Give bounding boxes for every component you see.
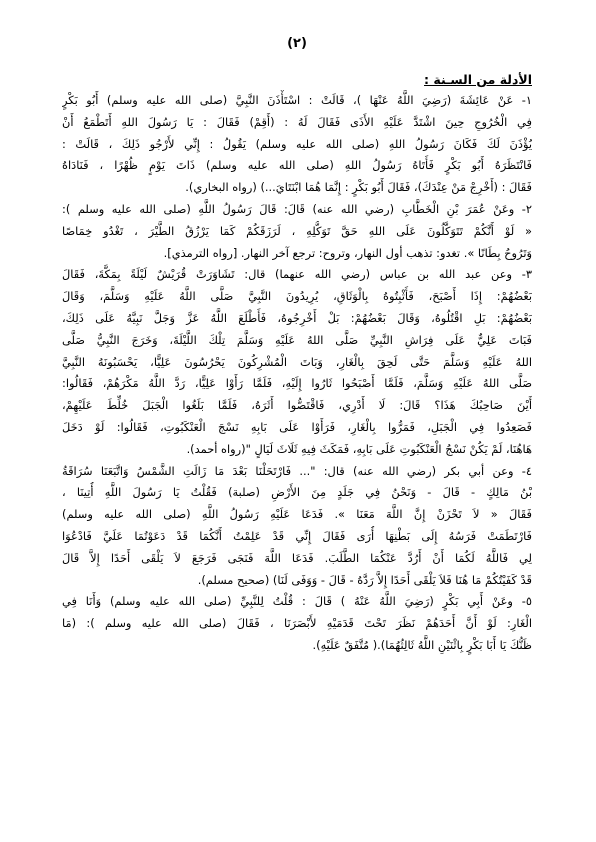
text-line: ٣- وعن عبد الله بن عباس (رضي الله عنهما) قال: تَشَاوَرَتْ قُرَيْشٌ لَيْلَةً بِمَكَّةَ، فَقَالَ [62, 267, 532, 282]
text-line: فَقَالَ : (أَخْرِجْ مَنْ عِنْدَكَ)، فَقَالَ أَبُو بَكْرٍ : إِنَّمَا هُمَا ابْنَتَايَ...) (رواه البخاري). [185, 180, 532, 195]
hadith-item-5 [62, 591, 532, 656]
text-line: فَبَاتَ عَلِيٌّ عَلَى فِرَاشِ النَّبِيِّ صَلَّى اللهُ عَلَيْهِ وَسَلَّمَ تِلْكَ اللَّيْلَةَ، وَخَرَجَ النَّبِيُّ صَلَّى [62, 332, 532, 347]
text-line: فَصَعِدُوا فِي الْجَبَلِ، فَمَرُّوا بِالْغَارِ، فَرَأَوْا عَلَى بَابِهِ نَسْجَ الْعَنْكَبُوتِ، فَقَالُوا: لَوْ دَخَلَ [62, 419, 532, 434]
text-line: بَعْضُهُمْ: بَلِ اقْتُلُوهُ، وَقَالَ بَعْضُهُمْ: بَلْ أَخْرِجُوهُ، فَأَطْلَعَ اللَّهُ عَزَّ وَجَلَّ نَبِيَّهُ عَلَى ذَلِكَ، [62, 310, 532, 325]
evidence-list [62, 90, 532, 657]
text-line: ٢- وعَنْ عُمَرَ بْنِ الْخَطَّابِ (رضي الله عنه) قَالَ: قَالَ رَسُولُ اللَّهِ (صلى الله عليه وسلم ): [62, 201, 532, 216]
hadith-item-3 [62, 264, 532, 460]
section-heading: الأدلة من السـنة : [424, 72, 532, 87]
document-page [62, 0, 532, 842]
text-line: بْنُ مَالِكٍ - قَالَ - وَنَحْنُ فِي جَلَدٍ مِنَ الأَرْضِ (صلبة) فَقُلْتُ يَا رَسُولَ اللَّهِ أُتِينَا ، [62, 485, 532, 500]
text-line: ٤- وعن أبي بكر (رضي الله عنه) قال: "... فَارْتَحَلْنَا بَعْدَ مَا زَالَتِ الشَّمْسُ وَاتَّبَعَنَا سُرَاقَةُ [62, 463, 532, 478]
hadith-item-2 [62, 199, 532, 264]
text-line: يُؤْذَنَ لَكَ فَكَانَ رَسُولُ اللهِ (صلى الله عليه وسلم) يَقُولُ : إِنِّي لأَرْجُو ذَلِكَ ، قَالَتْ : [62, 136, 532, 151]
text-line: وَتَرُوحُ بِطَانًا ». تغدو: تذهب أول النهار، وتروح: ترجع آخر النهار. [رواه الترمذي]. [163, 245, 532, 260]
text-line: صَلَّى اللهُ عَلَيْهِ وَسَلَّمَ، فَلَمَّا أَصْبَحُوا ثَارُوا إِلَيْهِ، فَلَمَّا رَأَوْا عَلِيًّا، رَدَّ اللَّهُ مَكْرَهُمْ، فَقَالُوا: [62, 376, 532, 391]
text-line: فَانْتَظَرَهُ أَبُو بَكْرٍ فَأَتَاهُ رَسُولُ اللهِ (صلى الله عليه وسلم) ذَاتَ يَوْمٍ ظُهْرًا ، فَنَادَاهُ [62, 158, 532, 173]
page-number: (٢) [287, 36, 307, 51]
text-line: « لَوْ أَنَّكُمْ تَتَوَكَّلُونَ عَلَى اللهِ حَقَّ تَوَكُّلِهِ ، لَرَزَقَكُمْ كَمَا يَرْزُقُ الطَّيْرَ ، تَغْدُو خِمَاصًا [62, 223, 532, 238]
text-line: فَارْتَطَمَتْ فَرَسُهُ إِلَى بَطْنِهَا أُرَى فَقَالَ إِنِّي قَدْ عَلِمْتُ أَنَّكُمَا قَدْ دَعَوْتُمَا عَلَيَّ فَادْعُوَا [62, 528, 532, 543]
hadith-item-4 [62, 461, 532, 592]
hadith-item-1 [62, 90, 532, 199]
text-line: ١- عَنْ عَائِشَةَ (رَضِيَ اللَّهُ عَنْهَا )، قَالَتْ : اسْتَأْذَنَ النَّبِيَّ (صلى الله عليه وسلم) أَبُو بَكْرٍ [62, 93, 532, 107]
text-line: ظَنُّكَ يَا أَبَا بَكْرٍ بِاثْنَيْنِ اللَّهُ ثَالِثُهُمَا).( مُتَّفَقٌ عَلَيْهِ). [312, 637, 532, 652]
text-line: فِي الْخُرُوجِ حِينَ اشْتَدَّ عَلَيْهِ الأَذَى فَقَالَ لَهُ : (أَقِمْ) فَقَالَ : يَا رَسُولَ اللهِ أَتَطْمَعُ أَنْ [62, 114, 532, 129]
text-line: الْغَارِ: لَوْ أَنَّ أَحَدَهُمْ نَظَرَ تَحْتَ قَدَمَيْهِ لأَبْصَرَنَا ، فَقَالَ (صلى الله عليه وسلم ): (مَا [62, 616, 532, 631]
text-line: هَاهُنَا، لَمْ يَكُنْ نَسْجُ الْعَنْكَبُوتِ عَلَى بَابِهِ، فَمَكَثَ فِيهِ ثَلَاثَ لَيَالٍ "(رواه أحمد). [186, 441, 532, 456]
text-line: فَقَالَ « لاَ تَحْزَنْ إِنَّ اللَّهَ مَعَنَا ». فَدَعَا عَلَيْهِ رَسُولُ اللَّهِ (صلى الله عليه وسلم) [62, 507, 532, 522]
text-line: أَيْنَ صَاحِبُكَ هَذَا؟ قَالَ: لَا أَدْرِي، فَاقْتَصُّوا أَثَرَهُ، فَلَمَّا بَلَغُوا الْجَبَلَ خُلِّطَ عَلَيْهِمْ، [62, 398, 532, 413]
text-line: اللهُ عَلَيْهِ وَسَلَّمَ حَتَّى لَحِقَ بِالْغَارِ، وَبَاتَ الْمُشْرِكُونَ يَحْرُسُونَ عَلِيًّا، يَحْسَبُونَهُ النَّبِيَّ [62, 354, 532, 369]
text-line: لِي فَاللَّهُ لَكُمَا أَنْ أَرُدَّ عَنْكُمَا الطَّلَبَ. فَدَعَا اللَّهَ فَنَجَى فَرَجَعَ لاَ يَلْقَى أَحَدًا إِلاَّ قَالَ [62, 550, 532, 565]
text-line: بَعْضُهُمْ: إِذَا أَصْبَحَ، فَأَثْبِتُوهُ بِالْوَثَاقِ، يُرِيدُونَ النَّبِيَّ صَلَّى اللَّهُ عَلَيْهِ وَسَلَّمَ، وَقَالَ [62, 289, 532, 304]
text-line: ٥- وعَنْ أَبِي بَكْرٍ (رَضِيَ اللَّهُ عَنْهُ ) قَالَ : قُلْتُ لِلنَّبِيِّ (صلى الله عليه وسلم) وَأَنَا فِي [62, 594, 532, 609]
text-line: قَدْ كَفَيْتُكُمْ مَا هُنَا فَلاَ يَلْقَى أَحَدًا إِلاَّ رَدَّهُ - قَالَ - وَوَفَى لَنَا) (صحيح مسلم). [197, 572, 532, 587]
